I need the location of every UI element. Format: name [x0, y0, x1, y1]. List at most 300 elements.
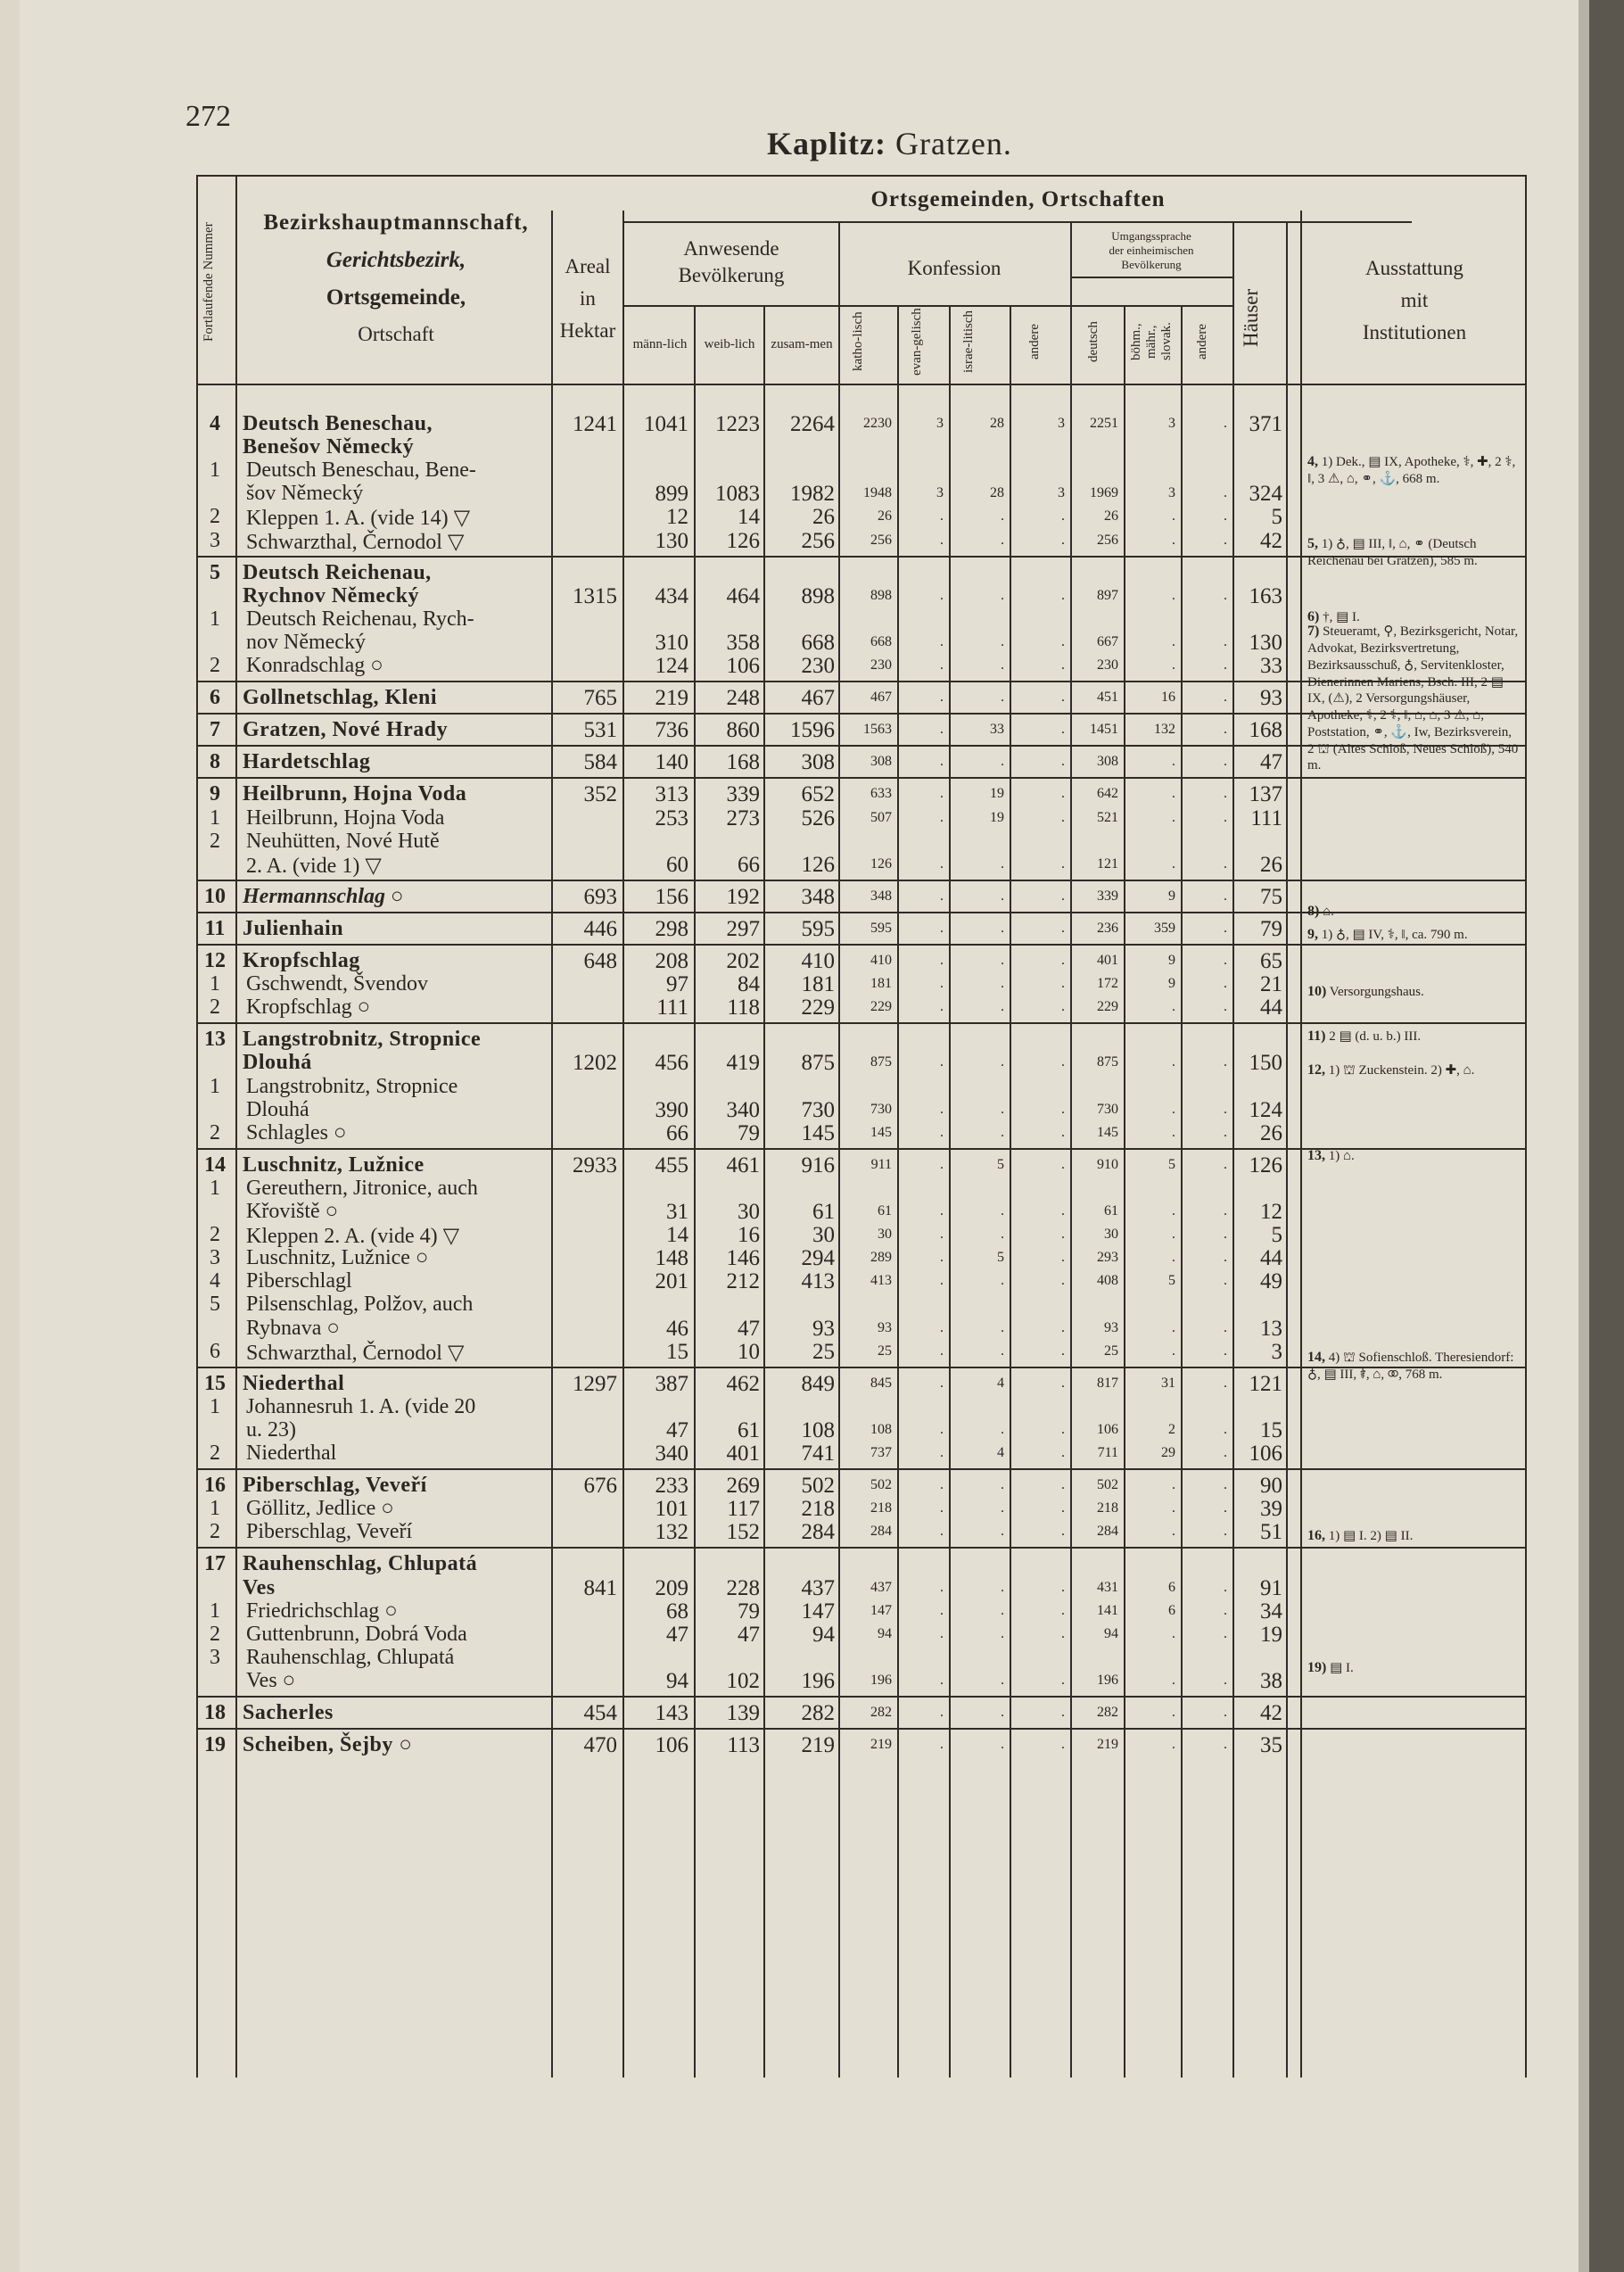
cell-bo: . [1172, 1705, 1175, 1720]
cell-hs: 91 [1260, 1575, 1282, 1600]
cell-ev: . [940, 1227, 944, 1243]
cell-name: u. 23) [246, 1417, 296, 1442]
cell-isr: . [1001, 1227, 1004, 1243]
cell-m: 899 [655, 482, 688, 507]
cell-bo: . [1172, 1227, 1175, 1243]
cell-nr: 10 [204, 884, 226, 908]
cell-bo: . [1172, 999, 1175, 1015]
cell-kat: 410 [870, 953, 892, 968]
header-bottom-rule [196, 384, 1527, 385]
cell-w: 860 [726, 718, 760, 743]
group-separator [196, 880, 1527, 881]
cell-name: Ves [243, 1575, 276, 1599]
cell-m: 736 [655, 718, 688, 743]
cell-areal: 648 [583, 949, 617, 973]
cell-name: Ves ○ [246, 1668, 296, 1692]
cell-w: 113 [727, 1733, 760, 1758]
institution-text: 1) ▤ I. 2) ▤ II. [1325, 1529, 1414, 1543]
cell-name: Neuhütten, Nové Hutě [246, 829, 440, 853]
cell-de: 94 [1104, 1625, 1118, 1641]
header-rule-language-sub [1070, 305, 1232, 307]
cell-and: . [1061, 1579, 1065, 1595]
cell-isr: . [1001, 587, 1004, 603]
institution-text: ⌂. [1319, 905, 1334, 919]
cell-bo: 9 [1168, 953, 1175, 968]
cell-m: 66 [666, 1120, 688, 1145]
cell-m: 46 [666, 1316, 688, 1341]
cell-nr: 2 [210, 829, 220, 853]
column-rule [235, 175, 237, 2078]
cell-an2: . [1224, 1737, 1227, 1753]
cell-isr: . [1001, 1705, 1004, 1720]
cell-z: 230 [801, 654, 835, 678]
cell-kat: 668 [870, 633, 892, 649]
cell-an2: . [1224, 1227, 1227, 1243]
institution-key: 14, [1307, 1350, 1325, 1365]
cell-hs: 42 [1260, 528, 1282, 553]
cell-nr: 1 [210, 1599, 220, 1623]
cell-and: . [1061, 1705, 1065, 1720]
cell-and: . [1061, 722, 1065, 738]
cell-name: Luschnitz, Lužnice [243, 1153, 425, 1177]
column-rule [551, 211, 553, 2078]
cell-w: 152 [726, 1520, 760, 1545]
cell-an2: . [1224, 690, 1227, 706]
cell-an2: . [1224, 1602, 1227, 1618]
cell-w: 16 [738, 1223, 760, 1248]
cell-de: 451 [1097, 690, 1118, 706]
cell-hs: 324 [1249, 482, 1282, 507]
cell-kat: 730 [870, 1101, 892, 1117]
cell-m: 47 [666, 1622, 688, 1647]
cell-m: 340 [655, 1442, 688, 1466]
cell-kat: 595 [870, 920, 892, 936]
cell-isr: 5 [997, 1156, 1004, 1172]
cell-de: 431 [1097, 1579, 1118, 1595]
cell-m: 124 [655, 654, 688, 678]
cell-areal: 2933 [573, 1153, 617, 1177]
cell-kat: 230 [870, 657, 892, 673]
column-rule [694, 305, 696, 2078]
cell-m: 60 [666, 852, 688, 877]
cell-name: Julienhain [243, 916, 344, 940]
cell-nr: 3 [210, 528, 220, 552]
cell-z: 741 [801, 1442, 835, 1466]
column-rule [763, 305, 765, 2078]
cell-z: 730 [801, 1097, 835, 1122]
cell-z: 145 [801, 1120, 835, 1145]
cell-w: 340 [726, 1097, 760, 1122]
cell-de: 2251 [1090, 416, 1118, 431]
cell-z: 25 [812, 1339, 835, 1364]
institution-text: ▤ I. [1326, 1661, 1354, 1675]
cell-hs: 3 [1271, 1339, 1282, 1364]
col-header-district-2: Gerichtsbezirk, [326, 248, 466, 272]
cell-an2: . [1224, 754, 1227, 770]
cell-de: 121 [1097, 855, 1118, 872]
cell-nr: 15 [204, 1371, 226, 1395]
column-rule [1124, 305, 1125, 2078]
cell-hs: 19 [1260, 1622, 1282, 1647]
cell-and: . [1061, 1500, 1065, 1516]
cell-bo: . [1172, 754, 1175, 770]
cell-ev: . [940, 888, 944, 904]
cell-and: . [1061, 1343, 1065, 1359]
table-row [196, 1293, 1527, 1316]
cell-name: Scheiben, Šejby ○ [243, 1733, 413, 1757]
table-row [196, 1121, 1527, 1144]
cell-w: 14 [738, 505, 760, 530]
cell-m: 209 [655, 1575, 688, 1600]
col-header-municipalities: Ortsgemeinden, Ortschaften [870, 187, 1166, 211]
cell-bo: . [1172, 855, 1175, 872]
cell-hs: 5 [1271, 505, 1282, 530]
cell-and: . [1061, 953, 1065, 968]
cell-w: 146 [726, 1246, 760, 1271]
cell-m: 201 [655, 1269, 688, 1294]
cell-areal: 352 [583, 782, 617, 807]
cell-hs: 75 [1260, 884, 1282, 909]
cell-nr: 19 [204, 1733, 226, 1757]
group-separator [196, 1468, 1527, 1470]
cell-kat: 633 [870, 786, 892, 802]
cell-areal: 584 [583, 750, 617, 775]
cell-isr: . [1001, 1101, 1004, 1117]
cell-z: 218 [801, 1497, 835, 1522]
cell-name: Kropfschlag ○ [246, 996, 371, 1020]
cell-and: . [1061, 1524, 1065, 1540]
cell-and: . [1061, 1054, 1065, 1070]
cell-z: 294 [801, 1246, 835, 1271]
cell-name: Guttenbrunn, Dobrá Voda [246, 1622, 467, 1646]
table-row [196, 782, 1527, 806]
cell-hs: 126 [1249, 1153, 1282, 1177]
cell-name: Gratzen, Nové Hrady [243, 718, 449, 742]
header-rule-municipalities [624, 221, 1412, 223]
cell-and: . [1061, 1602, 1065, 1618]
cell-isr: . [1001, 754, 1004, 770]
cell-name: Niederthal [243, 1371, 345, 1395]
cell-bo: . [1172, 1203, 1175, 1219]
cell-w: 84 [738, 972, 760, 997]
cell-and: . [1061, 1273, 1065, 1289]
cell-kat: 289 [870, 1250, 892, 1266]
cell-m: 390 [655, 1097, 688, 1122]
cell-de: 230 [1097, 657, 1118, 673]
cell-and: . [1061, 1445, 1065, 1460]
cell-isr: . [1001, 690, 1004, 706]
cell-and: . [1061, 508, 1065, 525]
cell-de: 667 [1097, 633, 1118, 649]
cell-w: 228 [726, 1575, 760, 1600]
cell-an2: . [1224, 1500, 1227, 1516]
cell-nr: 1 [210, 806, 220, 830]
institution-entry [1307, 903, 1521, 921]
cell-w: 202 [726, 949, 760, 973]
cell-ev: . [940, 1156, 944, 1172]
cell-an2: . [1224, 1124, 1227, 1140]
cell-kat: 911 [870, 1156, 892, 1172]
cell-m: 68 [666, 1599, 688, 1623]
cell-kat: 94 [878, 1625, 892, 1641]
col-header-language-3: Bevölkerung [1121, 258, 1182, 271]
cell-hs: 168 [1249, 718, 1282, 743]
cell-an2: . [1224, 722, 1227, 738]
cell-name: Rauhenschlag, Chlupatá [243, 1552, 478, 1576]
cell-hs: 33 [1260, 654, 1282, 678]
cell-kat: 229 [870, 999, 892, 1015]
cell-bo: . [1172, 1737, 1175, 1753]
cell-w: 192 [726, 884, 760, 909]
cell-ev: . [940, 1250, 944, 1266]
cell-ev: . [940, 1203, 944, 1219]
cell-isr: 33 [990, 722, 1004, 738]
col-header-houses: Häuser [1240, 288, 1262, 347]
cell-hs: 106 [1249, 1442, 1282, 1466]
cell-nr: 7 [210, 718, 220, 742]
header-rule-language [1070, 277, 1232, 278]
statistics-table [196, 175, 1527, 2078]
cell-bo: . [1172, 657, 1175, 673]
cell-areal: 1202 [573, 1051, 617, 1076]
cell-kat: 219 [870, 1737, 892, 1753]
cell-name: Piberschlag, Veveří [246, 1520, 413, 1544]
cell-w: 117 [727, 1497, 760, 1522]
cell-and: . [1061, 1227, 1065, 1243]
cell-an2: . [1224, 1273, 1227, 1289]
cell-an2: . [1224, 1319, 1227, 1335]
cell-isr: . [1001, 657, 1004, 673]
institution-entry [1307, 1659, 1521, 1677]
cell-de: 106 [1097, 1421, 1118, 1437]
cell-and: . [1061, 855, 1065, 872]
cell-m: 148 [655, 1246, 688, 1271]
cell-hs: 21 [1260, 972, 1282, 997]
cell-name: Deutsch Reichenau, Rych- [246, 607, 474, 631]
cell-m: 97 [666, 972, 688, 997]
cell-name: Luschnitz, Lužnice ○ [246, 1246, 429, 1270]
cell-de: 229 [1097, 999, 1118, 1015]
cell-areal: 1297 [573, 1371, 617, 1396]
cell-kat: 845 [870, 1375, 892, 1391]
col-header-language-1: Umgangssprache [1111, 229, 1191, 243]
cell-z: 30 [812, 1223, 835, 1248]
cell-bo: 3 [1168, 485, 1175, 501]
cell-hs: 44 [1260, 1246, 1282, 1271]
table-row [196, 1418, 1527, 1442]
cell-name: Gschwendt, Švendov [246, 972, 428, 996]
cell-de: 401 [1097, 953, 1118, 968]
cell-name: šov Německý [246, 482, 364, 506]
cell-name: Schlagles ○ [246, 1120, 347, 1144]
cell-name: Gereuthern, Jitronice, auch [246, 1176, 478, 1200]
cell-ev: . [940, 920, 944, 936]
table-row [196, 505, 1527, 531]
table-row [196, 1200, 1527, 1223]
cell-name: Dlouhá [246, 1097, 309, 1121]
cell-an2: . [1224, 587, 1227, 603]
cell-kat: 284 [870, 1524, 892, 1540]
cell-an2: . [1224, 1421, 1227, 1437]
cell-z: 1596 [790, 718, 835, 743]
cell-name: Piberschlag, Veveří [243, 1474, 427, 1498]
cell-w: 61 [738, 1417, 760, 1442]
cell-z: 916 [801, 1153, 835, 1177]
cell-isr: . [1001, 855, 1004, 872]
institution-text: Steueramt, ⚲, Bezirksgericht, Notar, Advokat, Bezirksvertretung, Bezirksausschuß, ♁, Servitenkloster, Dienerinnen Mariens, Bsch. III, 2 ▤ IX, (⚠), 2 Versorgungshäuser, Apotheke, ⚕, 2 ⚕, ‖, ⌂, ⌂, 3 ⚠, ⌂, Poststation, ⚭, ⚓, Iw, Bezirksverein, 2 ⛫ (Altes Schloß, Neues Schloß), 540 m. [1307, 624, 1519, 773]
cell-ev: . [940, 976, 944, 992]
cell-z: 2264 [790, 412, 835, 436]
table-row [196, 1317, 1527, 1340]
cell-m: 233 [655, 1474, 688, 1499]
cell-de: 219 [1097, 1737, 1118, 1753]
cell-m: 31 [666, 1200, 688, 1224]
cell-name: Kleppen 2. A. (vide 4) ▽ [246, 1225, 460, 1249]
cell-w: 126 [726, 528, 760, 553]
cell-hs: 130 [1249, 630, 1282, 655]
cell-bo: . [1172, 786, 1175, 802]
cell-name: Gollnetschlag, Kleni [243, 686, 438, 710]
cell-de: 711 [1097, 1445, 1118, 1460]
cell-de: 1969 [1090, 485, 1118, 501]
cell-nr: 4 [210, 1269, 220, 1293]
cell-z: 595 [801, 916, 835, 941]
cell-ev: . [940, 786, 944, 802]
cell-w: 1223 [715, 412, 760, 436]
cell-isr: . [1001, 1737, 1004, 1753]
cell-name: Niederthal [246, 1442, 337, 1465]
cell-de: 521 [1097, 809, 1118, 825]
cell-and: . [1061, 657, 1065, 673]
cell-and: . [1061, 920, 1065, 936]
cell-ev: . [940, 1319, 944, 1335]
cell-z: 284 [801, 1520, 835, 1545]
cell-areal: 1241 [573, 412, 617, 436]
cell-de: 897 [1097, 587, 1118, 603]
cell-m: 94 [666, 1668, 688, 1693]
cell-an2: . [1224, 508, 1227, 525]
cell-an2: . [1224, 999, 1227, 1015]
cell-ev: . [940, 1477, 944, 1493]
cell-de: 284 [1097, 1524, 1118, 1540]
institution-key: 11) [1307, 1029, 1326, 1044]
institution-text: 1) ⛫ Zuckenstein. 2) ✚, ⌂. [1325, 1063, 1475, 1078]
cell-nr: 2 [210, 1442, 220, 1465]
cell-hs: 124 [1249, 1097, 1282, 1122]
cell-bo: . [1172, 1524, 1175, 1540]
cell-an2: . [1224, 1343, 1227, 1359]
table-row [196, 949, 1527, 972]
cell-name: nov Německý [246, 630, 366, 654]
institution-key: 9, [1307, 927, 1318, 942]
cell-and: . [1061, 1203, 1065, 1219]
col-header-equipment-1: Ausstattung [1365, 257, 1463, 279]
cell-isr: . [1001, 1054, 1004, 1070]
cell-de: 61 [1104, 1203, 1118, 1219]
cell-hs: 47 [1260, 750, 1282, 775]
cell-and: . [1061, 587, 1065, 603]
table-row [196, 1599, 1527, 1623]
cell-w: 401 [726, 1442, 760, 1466]
cell-name: Friedrichschlag ○ [246, 1599, 398, 1623]
cell-and: . [1061, 1421, 1065, 1437]
cell-nr: 2 [210, 996, 220, 1020]
cell-z: 437 [801, 1575, 835, 1600]
cell-kat: 25 [878, 1343, 892, 1359]
cell-areal: 693 [583, 884, 617, 909]
cell-w: 273 [726, 806, 760, 830]
cell-de: 196 [1097, 1672, 1118, 1688]
cell-name: Hermannschlag ○ [243, 884, 404, 908]
cell-z: 668 [801, 630, 835, 655]
cell-an2: . [1224, 1156, 1227, 1172]
cell-and: . [1061, 786, 1065, 802]
table-row [196, 1246, 1527, 1269]
cell-areal: 1315 [573, 583, 617, 608]
cell-an2: . [1224, 920, 1227, 936]
cell-name: Pilsenschlag, Polžov, auch [246, 1293, 474, 1317]
cell-de: 26 [1104, 508, 1118, 525]
cell-hs: 15 [1260, 1417, 1282, 1442]
cell-ev: . [940, 1445, 944, 1460]
cell-name: Sacherles [243, 1701, 334, 1724]
column-rule [949, 305, 951, 2078]
cell-nr: 18 [204, 1701, 226, 1724]
cell-name: Deutsch Reichenau, [243, 560, 432, 584]
cell-bo: . [1172, 633, 1175, 649]
group-separator [196, 1696, 1527, 1698]
cell-hs: 150 [1249, 1051, 1282, 1076]
column-rule [1070, 221, 1072, 2078]
cell-name: Konradschlag ○ [246, 654, 383, 677]
cell-ev: . [940, 1375, 944, 1391]
cell-w: 462 [726, 1371, 760, 1396]
cell-ev: . [940, 722, 944, 738]
cell-and: . [1061, 1156, 1065, 1172]
cell-name: Kleppen 1. A. (vide 14) ▽ [246, 507, 471, 531]
cell-isr: . [1001, 1421, 1004, 1437]
cell-an2: . [1224, 532, 1227, 548]
cell-nr: 2 [210, 1120, 220, 1144]
cell-bo: . [1172, 1625, 1175, 1641]
cell-de: 172 [1097, 976, 1118, 992]
cell-m: 313 [655, 782, 688, 807]
cell-w: 339 [726, 782, 760, 807]
institution-entry [1307, 623, 1521, 774]
cell-isr: 28 [990, 416, 1004, 431]
cell-kat: 145 [870, 1124, 892, 1140]
col-header-czech: böhm., mähr., slovak. [1129, 322, 1174, 361]
cell-ev: . [940, 1273, 944, 1289]
cell-m: 434 [655, 583, 688, 608]
cell-name: Johannesruh 1. A. (vide 20 [246, 1394, 476, 1418]
running-head-district: Kaplitz: [767, 126, 886, 161]
cell-w: 66 [738, 852, 760, 877]
cell-kat: 218 [870, 1500, 892, 1516]
table-row [196, 1395, 1527, 1418]
cell-ev: . [940, 1737, 944, 1753]
cell-nr: 5 [210, 560, 220, 584]
cell-nr: 8 [210, 750, 220, 774]
cell-bo: . [1172, 508, 1175, 525]
cell-and: . [1061, 1101, 1065, 1117]
cell-z: 898 [801, 583, 835, 608]
cell-isr: . [1001, 920, 1004, 936]
cell-nr: 2 [210, 1223, 220, 1247]
group-separator [196, 944, 1527, 946]
cell-w: 168 [726, 750, 760, 775]
cell-de: 502 [1097, 1477, 1118, 1493]
